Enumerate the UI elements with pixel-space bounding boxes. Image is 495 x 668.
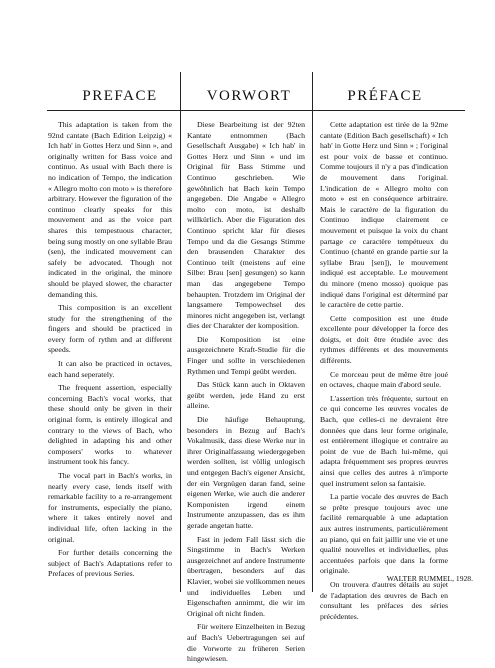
english-paragraph: For further details concerning the subject of Bach's Adaptations refer to Prefaces of previous Series. — [48, 548, 172, 579]
german-paragraph: Die Komposition ist eine ausgezeichnete Kraft-Studie für die Finger und sollte in verschiedenen Rythmen und Tempi geübt werden. — [187, 334, 305, 376]
english-paragraph: This composition is an excellent study for the strengthening of the fingers and should be practiced in every form of rythm and at different speeds. — [48, 303, 172, 355]
heading-french: PRÉFACE — [347, 88, 423, 105]
french-paragraph: Cette adaptation est tirée de la 92me cantate (Edition Bach gesellschaft) « Ich hab' in Gotte Herz und Sinn » ; l'original est pour voix de basse et continuo. Comme toujours il n'y a pas d'indication de mouvement dans l'original. L'indication de « Allegro molto con moto » est en conséquence arbitraire. Mais le caractère de la figuration du Continuo indique clairement ce mouvement et puisque la voix du chant partage ce caractère tempétueux du Continuo (chanté en grande partie sur la syllabe Brau [sen]), le mouvement indiqué est acceptable. Le mouvement du minore (meno mosso) quoique pas indiqué dans l'original est déterminé par le caractère de cette partie. — [320, 120, 448, 310]
german-paragraph: Für weitere Einzelheiten in Bezug auf Bach's Uebertragungen sei auf die Vorworte zu früheren Serien hingewiesen. — [187, 622, 305, 664]
french-paragraph: L'assertion très fréquente, surtout en ce qui concerne les œuvres vocales de Bach, que celles-ci ne devraient être données que dans leur forme originale, est entièrement illogique et contraire au point de vue de Bach lui-même, qui adapta fréquemment ses propres œuvres ainsi que celles des autres à n'importe quel instrument selon sa fantaisie. — [320, 393, 448, 488]
german-paragraph: Die häufige Behauptung, besonders in Bezug auf Bach's Vokalmusik, dass diese Werke nur in ihrer Originalfassung wiedergegeben werden sollten, ist völlig unlogisch und entgegen Bach's eigener Ansicht, der ein Vergnügen daran fand, seine eigenen Werke, wie auch die anderer Komponisten irgend einem Instrumente anzupassen, das es ihm gerade angetan hatte. — [187, 415, 305, 530]
english-paragraph: The vocal part in Bach's works, in nearly every case, lends itself with remarkable facility to a re-arrangement for instruments, especially the piano, where it takes entirely novel and individual life, often lacking in the original. — [48, 471, 172, 544]
german-paragraph: Fast in jedem Fall lässt sich die Singstimme in Bach's Werken ausgezeichnet auf andere Instrumente übertragen, besonders auf das Klavier, wobei sie vollkommen neues und individuelles Leben und Eigenschaften annimmt, die wir im Original oft nicht finden. — [187, 534, 305, 618]
german-paragraph: Das Stück kann auch in Oktaven geübt werden, jede Hand zu erst alleine. — [187, 380, 305, 411]
german-paragraph: Diese Bearbeitung ist der 92ten Kantate entnommen (Bach Gesellschaft Ausgabe) « Ich hab' in Gottes Herz und Sinn » und im Original für Bass Stimme und Continuo geschrieben. Wie gewöhnlich hat Bach kein Tempo angegeben. Die Angabe « Allegro molto con moto, ist deshalb willkürlich. Aber die Figuration des Continuo spricht klar für dieses Tempo und da die Gesangs Stimme den brausenden Charakter des Continuo teilt (meistens auf eine Silbe: Brau [sen] gesungen) so kann man das angegebene Tempo behaupten. Trotzdem im Original der langsamere Tempowechsel des minores nicht angegeben ist, verlangt dies der Charakter der komposition. — [187, 120, 305, 331]
french-paragraph: La partie vocale des œuvres de Bach se prête presque toujours avec une facilité remarquable à une adaptation aux autres instruments, particulièrement au piano, qui en fait jaillir une vie et une qualité nouvelles et individuelles, plus accentuées parfois que dans la forme originale. — [320, 492, 448, 576]
english-paragraph: It can also be practiced in octaves, each hand seperately. — [48, 359, 172, 379]
heading-german: VORWORT — [206, 88, 292, 105]
signature: WALTER RUMMEL, 1928. — [386, 574, 473, 583]
french-column — [320, 120, 448, 625]
heading-english: PREFACE — [82, 88, 158, 105]
english-paragraph: This adaptation is taken from the 92nd cantate (Bach Edition Leipzig) « Ich hab' in Gottes Herz und Sinn », and originally written for Bass voice and continuo. As usual with Bach there is no indication of Tempo, the indication « Allegro molto con moto » is therefore arbitrary. However the figuration of the continuo clearly speaks for this mouvement and as the voice part shares this tempestuous character, being sung mostly on one syllable Brau (sen), the indicated mouvement can safely be advocated. Though not indicated in the original, the minore should be played slower, the character demanding this. — [48, 120, 172, 299]
column-divider — [312, 72, 313, 592]
french-paragraph: Ce morceau peut de même être joué en octaves, chaque main d'abord seule. — [320, 369, 448, 390]
french-paragraph: On trouvera d'autres détails au sujet de l'adaptation des œuvres de Bach en consultant les préfaces des séries précédentes. — [320, 579, 448, 621]
column-divider — [180, 72, 181, 592]
english-column — [48, 120, 172, 583]
english-paragraph: The frequent assertion, especially concerning Bach's vocal works, that these should only be given in their original form, is entirely illogical and contrary to the views of Bach, who delighted in adapting his and other composers' works to whatever instrument took his fancy. — [48, 383, 172, 467]
heading-rule — [47, 110, 465, 111]
french-paragraph: Cette composition est une étude excellente pour développer la force des doigts, et doit être étudiée avec des rythmes différents et des mouvements différents. — [320, 313, 448, 366]
german-column — [187, 120, 305, 668]
